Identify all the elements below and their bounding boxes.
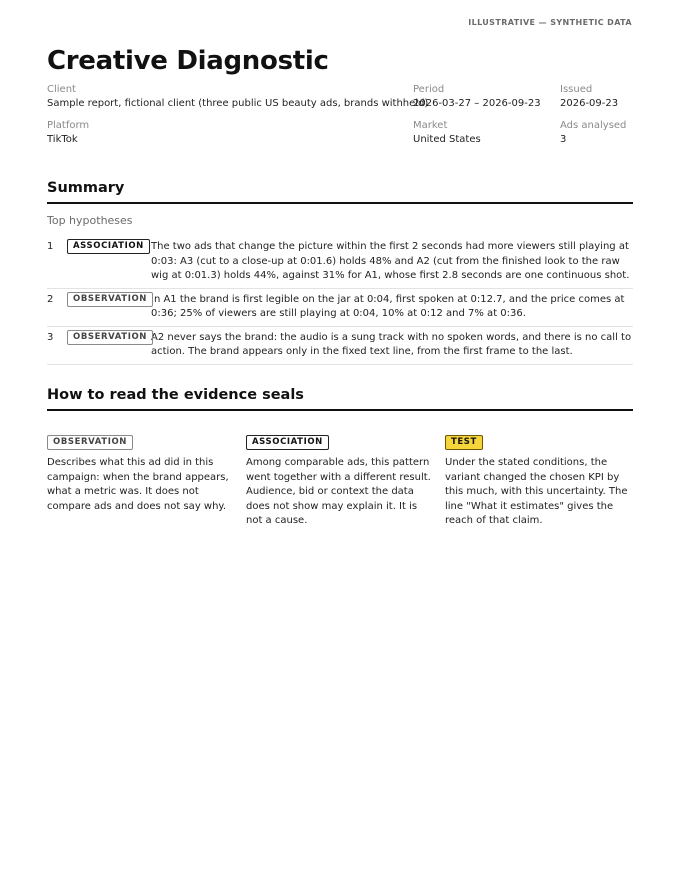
seal-legend-association — [246, 429, 436, 529]
meta-market-label: Market — [413, 120, 448, 131]
meta-client-label: Client — [47, 84, 76, 95]
seal-description: Under the stated conditions, the variant changed the chosen KPI by this much, with this uncertainty. The line "What it estimates" gives the reach of that claim. — [445, 457, 628, 526]
association-seal: ASSOCIATION — [246, 435, 329, 450]
meta-market-value: United States — [413, 134, 481, 145]
hypothesis-item — [47, 236, 633, 289]
meta-platform-value: TikTok — [47, 134, 78, 145]
hypothesis-text: In A1 the brand is first legible on the jar at 0:04, first spoken at 0:12.7, and the price comes at 0:36; 25% of viewers are still playing at 0:04, 10% at 0:12 and 7% at 0:36. — [151, 293, 625, 319]
observation-seal: OBSERVATION — [67, 330, 153, 345]
meta-ads-value: 3 — [560, 134, 567, 145]
meta-period-label: Period — [413, 84, 445, 95]
hypothesis-text: A2 never says the brand: the audio is a sung track with no spoken words, and there is no call to action. The brand appears only in the fixed text line, from the first frame to the last. — [151, 331, 632, 357]
observation-seal: OBSERVATION — [47, 435, 133, 450]
hypothesis-text: The two ads that change the picture within the first 2 seconds had more viewers still playing at 0:03: A3 (cut to a close-up at 0:01.6) holds 48% and A2 (cut from the finished look to the raw wig at 0:01.3) holds 44%, against 31% for A1, whose first 2.8 seconds are one continuous shot. — [151, 241, 630, 281]
meta-issued-value: 2026-09-23 — [560, 98, 619, 109]
meta-client — [47, 84, 428, 109]
meta-period-value: 2026-03-27 – 2026-09-23 — [413, 98, 541, 109]
seal-description: Describes what this ad did in this campaign: when the brand appears, what a metric was. It does not compare ads and does not say why. — [47, 457, 229, 512]
hypothesis-item — [47, 327, 633, 365]
hypothesis-number: 2 — [47, 293, 54, 305]
meta-client-value: Sample report, fictional client (three public US beauty ads, brands withheld) — [47, 98, 429, 109]
meta-platform-label: Platform — [47, 120, 90, 131]
synthetic-data-tag: ILLUSTRATIVE — SYNTHETIC DATA — [468, 18, 632, 27]
evidence-seals-heading: How to read the evidence seals — [47, 387, 633, 411]
meta-issued-label: Issued — [560, 84, 593, 95]
hypothesis-item — [47, 289, 633, 327]
seal-legend-test — [445, 429, 635, 529]
meta-period — [413, 84, 541, 109]
summary-heading: Summary — [47, 180, 633, 204]
association-seal: ASSOCIATION — [67, 239, 150, 254]
meta-issued — [560, 84, 618, 109]
hypothesis-number: 3 — [47, 331, 54, 343]
observation-seal: OBSERVATION — [67, 292, 153, 307]
seal-description: Among comparable ads, this pattern went together with a different result. Audience, bid or context the data does not show may explain it. It is not a cause. — [246, 457, 431, 526]
meta-platform — [47, 120, 89, 145]
hypothesis-number: 1 — [47, 241, 54, 252]
hypotheses-list — [47, 236, 633, 365]
top-hypotheses-label: Top hypotheses — [47, 214, 133, 227]
page-title: Creative Diagnostic — [47, 46, 329, 76]
seal-legend-observation — [47, 429, 237, 514]
meta-ads — [560, 120, 626, 145]
meta-market — [413, 120, 481, 145]
meta-ads-label: Ads analysed — [560, 120, 627, 131]
test-seal: TEST — [445, 435, 483, 450]
